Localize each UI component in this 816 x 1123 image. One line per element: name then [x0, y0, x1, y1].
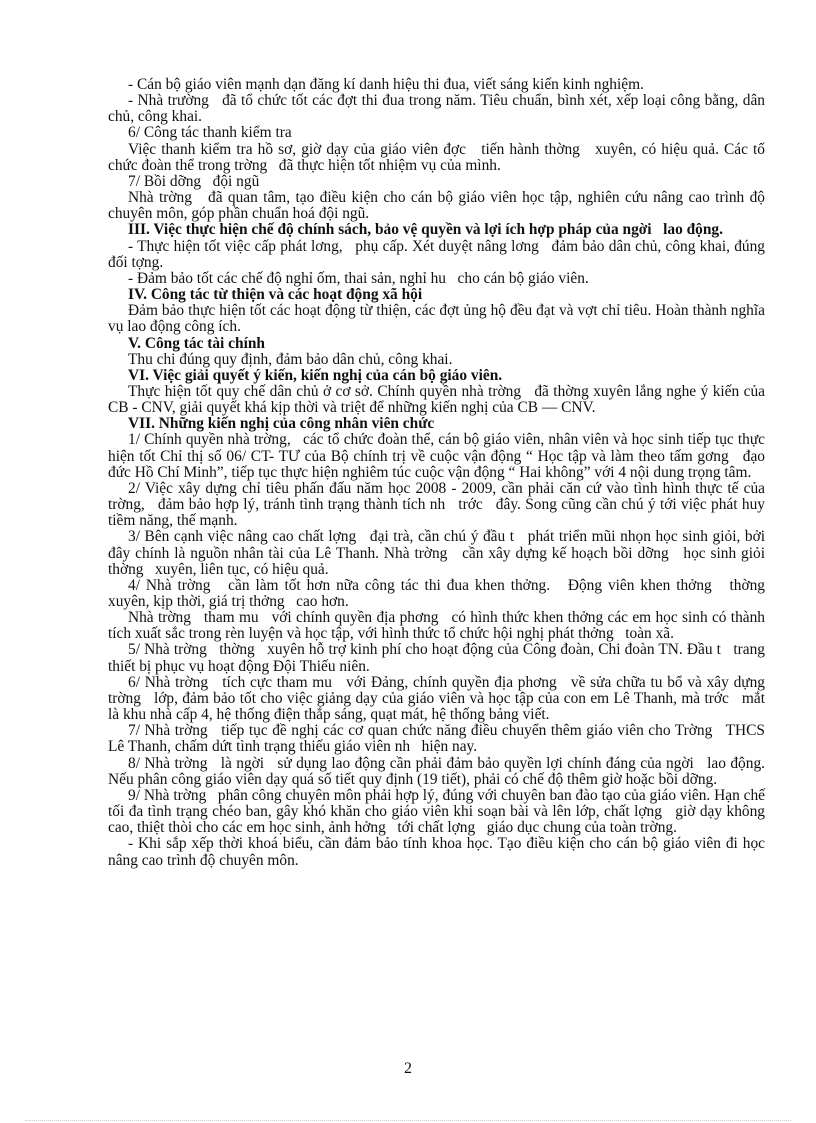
section-heading: V. Công tác tài chính	[128, 334, 265, 352]
body-paragraph: - Khi sắp xếp thời khoá biểu, cần đảm bảo tính khoa học. Tạo điều kiện cho cán bộ giáo viên đi học nâng cao trình độ chuyên môn.	[108, 835, 769, 869]
section-heading: VI. Việc giải quyết ý kiến, kiến nghị của cán bộ giáo viên.	[128, 366, 503, 384]
document-body	[108, 76, 777, 869]
body-paragraph: 7/ Bồi dỡng đội ngũ	[128, 172, 260, 190]
section-heading: VII. Những kiến nghị của công nhân viên chức	[128, 415, 435, 433]
page-bottom-divider	[25, 1120, 791, 1121]
body-paragraph: - Thực hiện tốt việc cấp phát lơng, phụ cấp. Xét duyệt nâng lơng đảm bảo dân chủ, công khai, đúng đối tợng.	[108, 237, 769, 271]
body-paragraph: - Cán bộ giáo viên mạnh dạn đăng kí danh hiệu thi đua, viết sáng kiến kinh nghiệm.	[128, 76, 644, 93]
body-paragraph: 4/ Nhà trờng cần làm tốt hơn nữa công tác thi đua khen thởng. Động viên khen thởng thờng xuyên, kịp thời, giá trị thởng cao hơn.	[108, 576, 777, 610]
body-paragraph: - Đảm bảo tốt các chế độ nghỉ ốm, thai sản, nghỉ hu cho cán bộ giáo viên.	[128, 269, 589, 287]
section-heading: IV. Công tác từ thiện và các hoạt động xã hội	[128, 286, 423, 304]
page-number: 2	[404, 1060, 412, 1077]
body-paragraph: Đảm bảo thực hiện tốt các hoạt động từ thiện, các đợt ủng hộ đều đạt và vợt chỉ tiêu. Hoàn thành nghĩa vụ lao động công ích.	[108, 302, 769, 336]
body-paragraph: 6/ Công tác thanh kiểm tra	[128, 124, 292, 142]
body-paragraph: Nhà trờng tham mu với chính quyền địa phơng có hình thức khen thởng các em học sinh có thành tích xuất sắc trong rèn luyện và học tập, với hình thức tổ chức hội nghị phát thởng toàn xã.	[108, 609, 769, 643]
body-paragraph: Thực hiện tốt quy chế dân chủ ở cơ sở. Chính quyền nhà trờng đã thờng xuyên lắng nghe ý kiến của CB - CNV, giải quyết khá kịp thời và triệt để những kiến nghị của CB — CNV.	[108, 382, 769, 417]
body-paragraph: 1/ Chính quyền nhà trờng, các tổ chức đoàn thể, cán bộ giáo viên, nhân viên và học sinh tiếp tục thực hiện tốt Chỉ thị số 06/ CT- TƯ của Bộ chính trị về cuộc vận động “ Học tập và làm theo tấm gơng đạo đức Hồ Chí Minh”, tiếp tục thực hiện nghiêm túc cuộc vận động “ Hai không” với 4 nội dung trọng tâm.	[108, 431, 769, 481]
body-paragraph: 7/ Nhà trờng tiếp tục đề nghị các cơ quan chức năng điều chuyển thêm giáo viên cho Trờng THCS Lê Thanh, chấm dứt tình trạng thiếu giáo viên nh hiện nay.	[108, 722, 769, 756]
body-paragraph: - Nhà trường đã tổ chức tốt các đợt thi đua trong năm. Tiêu chuẩn, bình xét, xếp loại công bằng, dân chủ, công khai.	[108, 92, 769, 126]
body-paragraph: Nhà trờng đã quan tâm, tạo điều kiện cho cán bộ giáo viên học tập, nghiên cứu nâng cao trình độ chuyên môn, góp phần chuẩn hoá đội ngũ.	[108, 189, 769, 223]
body-paragraph: 5/ Nhà trờng thờng xuyên hỗ trợ kinh phí cho hoạt động của Công đoàn, Chi đoàn TN. Đầu t trang thiết bị phục vụ hoạt động Đội Thiếu niên.	[108, 641, 769, 675]
body-paragraph: 9/ Nhà trờng phân công chuyên môn phải hợp lý, đúng với chuyên ban đào tạo của giáo viên. Hạn chế tối đa tình trạng chéo ban, gây khó khăn cho giáo viên khi soạn bài và lên lớp, chất lợng giờ dạy không cao, thiệt thòi cho các em học sinh, ảnh hởng tới chất lợng giáo dục chung của toàn trờng.	[108, 786, 769, 837]
body-paragraph: 6/ Nhà trờng tích cực tham mu với Đảng, chính quyền địa phơng về sửa chữa tu bổ và xây dựng trờng lớp, đảm bảo tốt cho việc giảng dạy của giáo viên và học tập của con em Lê Thanh, mà trớc mắt là khu nhà cấp 4, hệ thống điện thắp sáng, quạt mát, hệ thống bảng viết.	[108, 673, 769, 724]
body-paragraph: 8/ Nhà trờng là ngời sử dụng lao động cần phải đảm bảo quyền lợi chính đáng của ngời lao động. Nếu phân công giáo viên dạy quá số tiết quy định (19 tiết), phải có chế độ thêm giờ hoặc bồi dỡng.	[108, 754, 769, 788]
body-paragraph: 3/ Bên cạnh việc nâng cao chất lợng đại trà, cần chú ý đầu t phát triển mũi nhọn học sinh giỏi, bởi đây chính là nguồn nhân tài của Lê Thanh. Nhà trờng cần xây dựng kế hoạch bồi dỡng học sinh giỏi thờng xuyên, liên tục, có hiệu quả.	[108, 528, 769, 578]
body-paragraph: Việc thanh kiểm tra hồ sơ, giờ dạy của giáo viên đợc tiến hành thờng xuyên, có hiệu quả. Các tổ chức đoàn thể trong trờng đã thực hiện tốt nhiệm vụ của mình.	[108, 140, 769, 174]
body-paragraph: Thu chi đúng quy định, đảm bảo dân chủ, công khai.	[128, 350, 453, 368]
body-paragraph: 2/ Việc xây dựng chỉ tiêu phấn đấu năm học 2008 - 2009, cần phải căn cứ vào tình hình thực tế của trờng, đảm bảo hợp lý, tránh tình trạng thành tích nh trớc đây. Song cũng cần chú ý tới việc phát huy tiềm năng, thế mạnh.	[108, 479, 769, 530]
section-heading: III. Việc thực hiện chế độ chính sách, bảo vệ quyền và lợi ích hợp pháp của ngời lao động.	[128, 221, 723, 239]
